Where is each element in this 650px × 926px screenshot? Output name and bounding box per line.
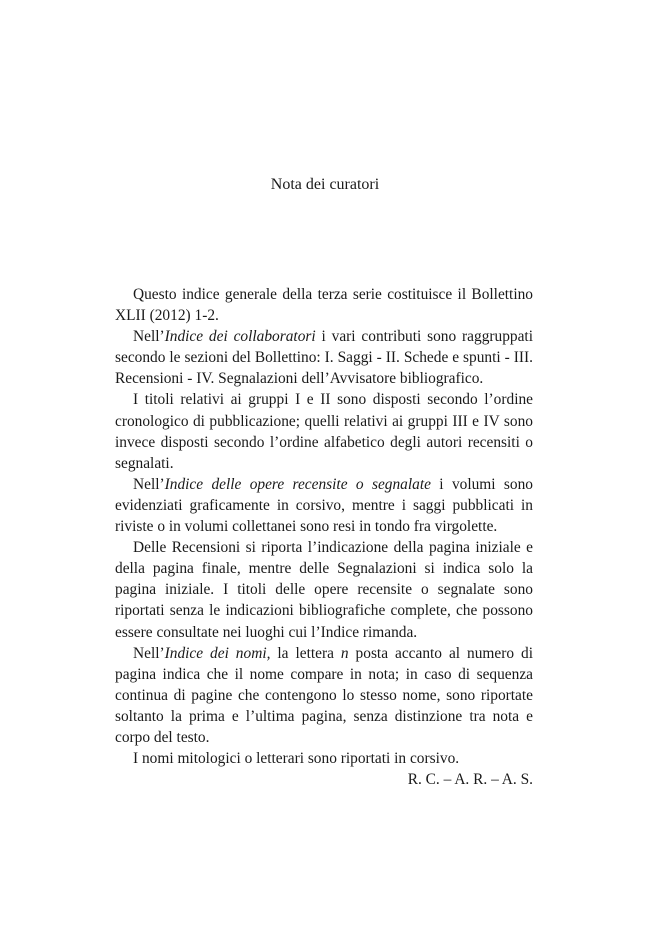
paragraph-collaboratori xyxy=(115,326,533,389)
italic-segment: Indice dei nomi, xyxy=(164,644,271,662)
paragraph-intro xyxy=(115,284,533,326)
italic-segment: Indice dei collaboratori xyxy=(164,328,316,346)
text-segment: Nell’ xyxy=(133,475,165,493)
text-segment: Delle Recensioni si riporta l’indicazione della pagina iniziale e della pagina finale, mentre delle Segnalazioni si indica solo la pagina iniziale. I titoli delle opere recensite o segnalate sono riportati senza le indicazioni bibliografiche complete, che possono essere consultate nei luoghi cui l’Indice rimanda. xyxy=(115,539,533,641)
page-title: Nota dei curatori xyxy=(270,176,380,193)
text-segment: Nell’ xyxy=(133,644,165,662)
signature: R. C. – A. R. – A. S. xyxy=(407,771,533,789)
body-text xyxy=(115,284,533,790)
text-segment: i volumi sono evidenziati graficamente in corsivo, mentre i saggi pubblicati in riviste o in volumi collettanei sono resi in tondo fra virgolette. xyxy=(115,475,533,536)
text-segment: posta accanto al numero di pagina indica che il nome compare in nota; in caso di sequenza continua di pagine che contengono lo stesso nome, sono riportate soltanto la prima e l’ultima pagina, senza distinzione tra nota e corpo del testo. xyxy=(115,644,533,746)
text-segment: I nomi mitologici o letterari sono riportati in corsivo. xyxy=(133,750,460,768)
paragraph-nomi xyxy=(115,643,533,748)
italic-segment: Indice delle opere recensite o segnalate xyxy=(164,475,431,493)
paragraph-ordine xyxy=(115,389,533,473)
text-segment: Questo indice generale della terza serie costituisce il Bollettino XLII (2012) 1-2. xyxy=(115,286,533,325)
paragraph-recensioni xyxy=(115,537,533,642)
paragraph-opere xyxy=(115,474,533,537)
text-segment: la lettera xyxy=(270,644,341,662)
text-segment: I titoli relativi ai gruppi I e II sono disposti secondo l’ordine cronologico di pubblicazione; quelli relativi ai gruppi III e IV sono invece disposti secondo l’ordine alfabetico degli autori recensiti o segnalati. xyxy=(115,391,533,472)
italic-segment: n xyxy=(340,644,349,662)
paragraph-mitologici xyxy=(115,748,533,769)
text-segment: i vari contributi sono raggruppati secondo le sezioni del Bollettino: I. Saggi - II. Schede e spunti - III. Recensioni - IV. Segnalazioni dell’Avvisatore bibliografico. xyxy=(115,328,533,388)
text-segment: Nell’ xyxy=(133,328,165,346)
